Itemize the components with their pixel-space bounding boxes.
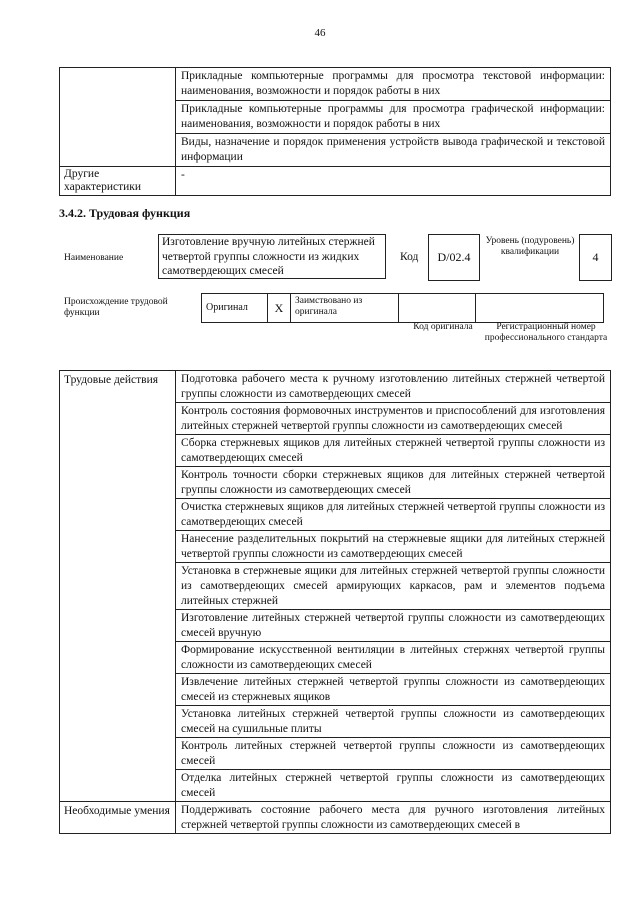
action-item: Контроль литейных стержней четвертой группы сложности из самотвердеющих смесей	[176, 738, 611, 770]
other-characteristics-label: Другие характеристики	[60, 167, 176, 196]
knowledge-continuation-table	[59, 67, 611, 196]
action-item: Контроль состояния формовочных инструментов и приспособлений для изготовления литейных стержней четвертой группы сложности из самотвердеющих смесей	[176, 403, 611, 435]
action-item: Формирование искусственной вентиляции в литейных стержнях четвертой группы сложности из самотвердеющих смесей	[176, 642, 611, 674]
table-row	[60, 167, 611, 196]
function-name-box: Изготовление вручную литейных стержней четвертой группы сложности из жидких самотвердеющих смесей	[158, 234, 386, 279]
knowledge-item: Виды, назначение и порядок применения устройств вывода графической и текстовой информации	[176, 134, 611, 167]
original-code-cell	[399, 294, 476, 323]
labor-actions-table	[59, 370, 611, 834]
action-item: Установка литейных стержней четвертой группы сложности из самотвердеющих смесей на сушильные плиты	[176, 706, 611, 738]
action-item: Очистка стержневых ящиков для литейных стержней четвертой группы сложности из самотвердеющих смесей	[176, 499, 611, 531]
code-label: Код	[400, 251, 419, 263]
action-item: Отделка литейных стержней четвертой группы сложности из самотвердеющих смесей	[176, 770, 611, 802]
action-item: Установка в стержневые ящики для литейных стержней четвертой группы сложности из самотвердеющих смесей армирующих каркасов, рам и элементов подъема литейных стержней	[176, 563, 611, 610]
section-title: 3.4.2. Трудовая функция	[59, 206, 191, 220]
empty-label-cell	[60, 68, 176, 167]
origin-table	[201, 293, 604, 323]
table-row	[60, 68, 611, 101]
table-row	[202, 294, 604, 323]
page-number: 46	[314, 27, 326, 39]
skill-item	[176, 802, 611, 834]
action-item: Контроль точности сборки стержневых ящиков для литейных стержней четвертой группы сложности из самотвердеющих смесей	[176, 467, 611, 499]
code-value: D/02.4	[428, 234, 480, 281]
table-row	[60, 371, 611, 403]
other-characteristics-value: -	[176, 167, 611, 196]
action-item: Сборка стержневых ящиков для литейных стержней четвертой группы сложности из самотвердеющих смесей	[176, 435, 611, 467]
origin-label: Происхождение трудовой функции	[64, 297, 168, 318]
table-row	[60, 802, 611, 834]
action-item: Подготовка рабочего места к ручному изготовлению литейных стержней четвертой группы сложности из самотвердеющих смесей	[176, 371, 611, 403]
action-item: Нанесение разделительных покрытий на стержневые ящики для литейных стержней четвертой группы сложности из самотвердеющих смесей	[176, 531, 611, 563]
registration-number-cell	[476, 294, 604, 323]
original-cell: Оригинал	[202, 294, 268, 323]
actions-label: Трудовые действия	[60, 371, 176, 802]
name-label: Наименование	[64, 253, 124, 263]
knowledge-item: Прикладные компьютерные программы для просмотра текстовой информации: наименования, возможности и порядок работы в них	[176, 68, 611, 101]
registration-number-caption: Регистрационный номер профессионального стандарта	[484, 322, 608, 343]
level-value: 4	[579, 234, 612, 281]
borrowed-cell: Заимствовано из оригинала	[291, 294, 399, 323]
knowledge-item: Прикладные компьютерные программы для просмотра графической информации: наименования, возможности и порядок работы в них	[176, 101, 611, 134]
skill-item-text: Поддерживать состояние рабочего места для ручного изготовления литейных стержней четвертой группы сложности из самотвердеющих смесей в	[181, 804, 605, 831]
action-item: Изготовление литейных стержней четвертой группы сложности из самотвердеющих смесей вручную	[176, 610, 611, 642]
original-mark: X	[268, 294, 291, 323]
action-item: Извлечение литейных стержней четвертой группы сложности из самотвердеющих смесей из стержневых ящиков	[176, 674, 611, 706]
skills-label: Необходимые умения	[60, 802, 176, 834]
level-label: Уровень (подуровень) квалификации	[485, 236, 575, 257]
original-code-caption: Код оригинала	[413, 322, 473, 332]
